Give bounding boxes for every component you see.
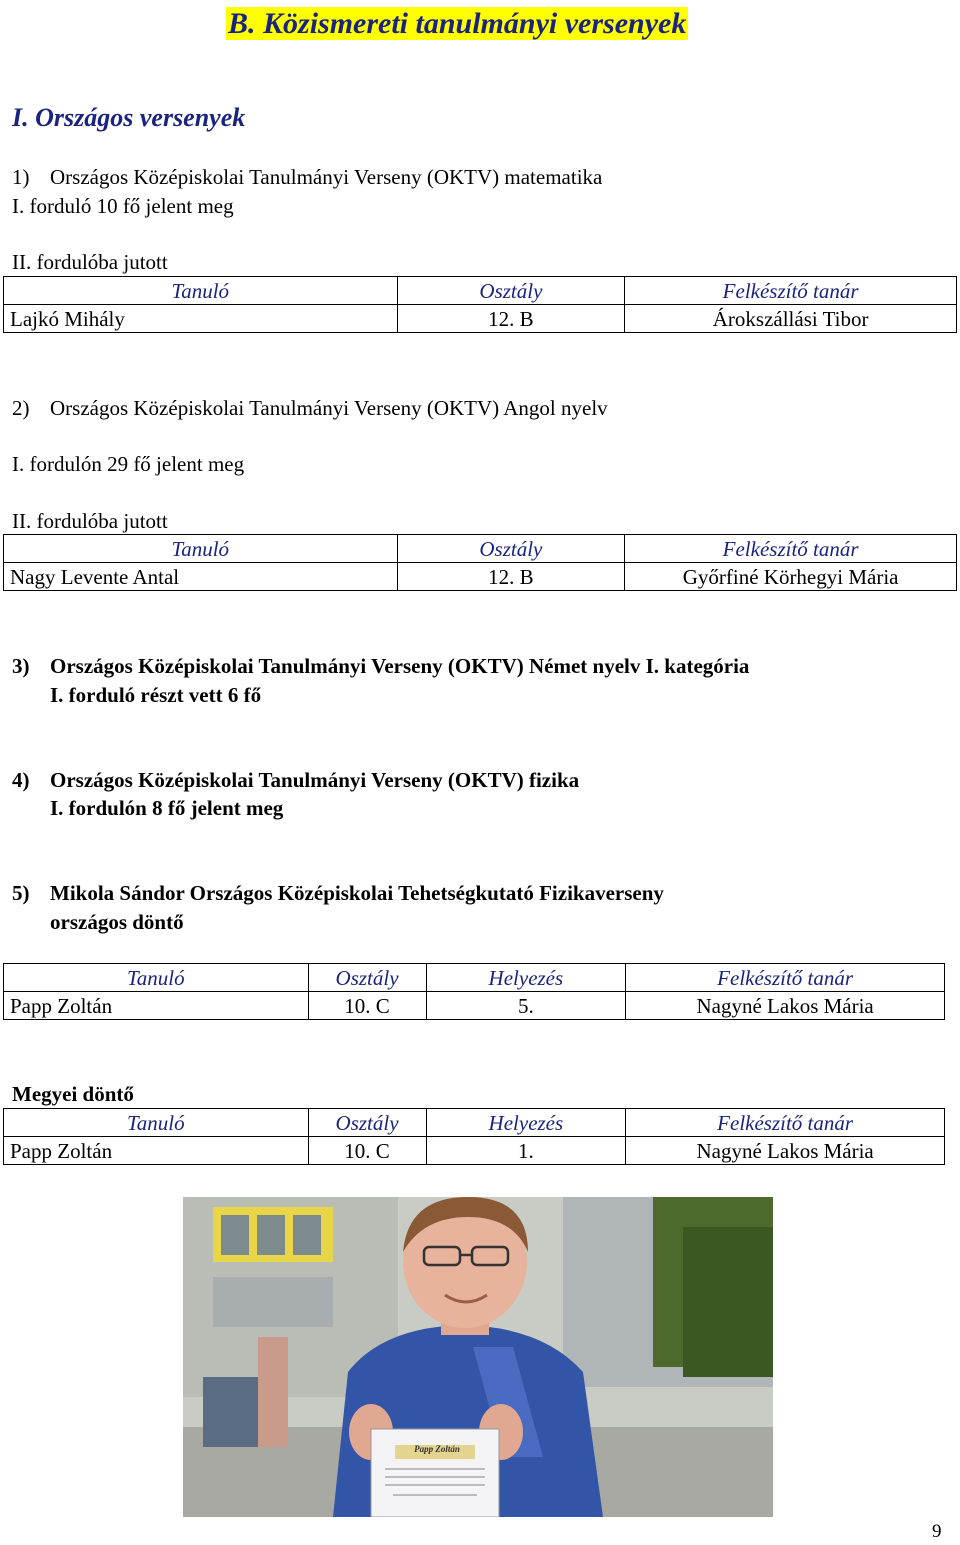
- header-class: Osztály: [397, 277, 625, 305]
- header-class: Osztály: [397, 535, 625, 563]
- header-teacher: Felkészítő tanár: [626, 964, 945, 992]
- comp1-title: [12, 164, 602, 190]
- comp3-attendance: I. forduló részt vett 6 fő: [50, 683, 262, 707]
- section-heading: I. Országos versenyek: [12, 103, 246, 132]
- comp4-attendance: I. fordulón 8 fő jelent meg: [50, 796, 284, 820]
- comp5-number: 5): [12, 881, 30, 905]
- comp5-title-line2: országos döntő: [50, 910, 184, 934]
- cell-class: 10. C: [308, 1137, 426, 1165]
- cell-teacher: Nagyné Lakos Mária: [626, 992, 945, 1020]
- comp3-number: 3): [12, 654, 30, 678]
- header-teacher: Felkészítő tanár: [625, 535, 957, 563]
- header-teacher: Felkészítő tanár: [626, 1109, 945, 1137]
- header-student: Tanuló: [4, 535, 398, 563]
- header-student: Tanuló: [4, 1109, 309, 1137]
- comp3-title-text: Országos Középiskolai Tanulmányi Verseny (OKTV) Német nyelv I. kategória: [50, 654, 750, 678]
- cell-student: Papp Zoltán: [4, 992, 309, 1020]
- student-photo-illustration: [183, 1197, 773, 1517]
- comp5-title: [12, 880, 664, 906]
- comp4-title-text: Országos Középiskolai Tanulmányi Verseny (OKTV) fizika: [50, 768, 580, 792]
- page-number: 9: [932, 1521, 942, 1542]
- header-teacher: Felkészítő tanár: [625, 277, 957, 305]
- certificate-name: Papp Zoltán: [414, 1444, 460, 1454]
- cell-class: 10. C: [308, 992, 426, 1020]
- comp5-title-text: Mikola Sándor Országos Középiskolai Tehetségkutató Fizikaverseny: [50, 881, 664, 905]
- table-header-row: [4, 964, 945, 992]
- header-placement: Helyezés: [426, 1109, 626, 1137]
- comp2-advance-label: II. fordulóba jutott: [12, 509, 168, 533]
- header-student: Tanuló: [4, 277, 398, 305]
- cell-student: Lajkó Mihály: [4, 305, 398, 333]
- cell-placement: 1.: [426, 1137, 626, 1165]
- header-student: Tanuló: [4, 964, 309, 992]
- header-class: Osztály: [308, 964, 426, 992]
- comp4-title: [12, 767, 579, 793]
- header-class: Osztály: [308, 1109, 426, 1137]
- comp2-number: 2): [12, 396, 30, 420]
- comp1-attendance: I. forduló 10 fő jelent meg: [12, 194, 234, 218]
- cell-class: 12. B: [397, 563, 625, 591]
- comp1-title-text: Országos Középiskolai Tanulmányi Verseny (OKTV) matematika: [50, 165, 603, 189]
- cell-teacher: Győrfiné Körhegyi Mária: [625, 563, 957, 591]
- document-title: [226, 5, 688, 43]
- table-header-row: [4, 535, 957, 563]
- table-row: [4, 1137, 945, 1165]
- cell-student: Papp Zoltán: [4, 1137, 309, 1165]
- student-photo: [183, 1197, 773, 1517]
- comp5-table: [3, 963, 945, 1020]
- table-header-row: [4, 1109, 945, 1137]
- comp2-title-text: Országos Középiskolai Tanulmányi Verseny (OKTV) Angol nyelv: [50, 396, 608, 420]
- table-row: [4, 992, 945, 1020]
- comp1-advance-label: II. fordulóba jutott: [12, 250, 168, 274]
- comp1-table: [3, 276, 957, 333]
- table-row: [4, 305, 957, 333]
- comp1-number: 1): [12, 165, 30, 189]
- cell-student: Nagy Levente Antal: [4, 563, 398, 591]
- megyei-table: [3, 1108, 945, 1165]
- comp2-table: [3, 534, 957, 591]
- cell-teacher: Árokszállási Tibor: [625, 305, 957, 333]
- cell-teacher: Nagyné Lakos Mária: [626, 1137, 945, 1165]
- comp3-title: [12, 653, 749, 679]
- megyei-label: Megyei döntő: [12, 1082, 134, 1106]
- table-header-row: [4, 277, 957, 305]
- document-title-text: B. Közismereti tanulmányi versenyek: [228, 7, 687, 40]
- table-row: [4, 563, 957, 591]
- cell-placement: 5.: [426, 992, 626, 1020]
- comp2-title: [12, 395, 608, 421]
- comp4-number: 4): [12, 768, 30, 792]
- header-placement: Helyezés: [426, 964, 626, 992]
- comp2-attendance: I. fordulón 29 fő jelent meg: [12, 452, 245, 476]
- cell-class: 12. B: [397, 305, 625, 333]
